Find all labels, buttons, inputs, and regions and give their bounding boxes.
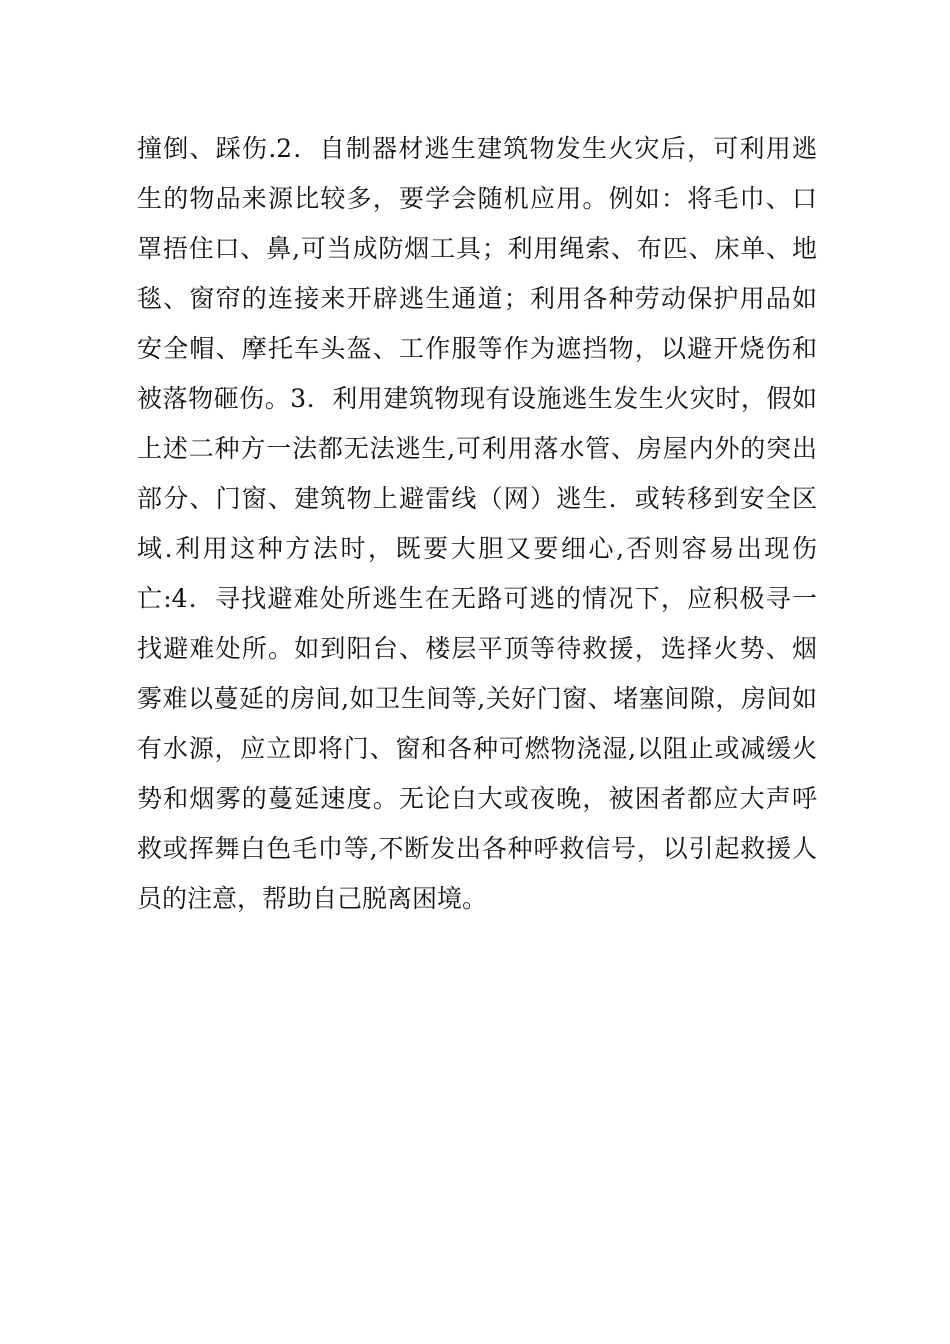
- text-line: 安全帽、摩托车头盔、工作服等作为遮挡物，以避开烧伤和: [137, 334, 817, 363]
- text-line: 撞倒、踩伤.2．自制器材逃生建筑物发生火灾后，可利用逃: [137, 134, 817, 163]
- text-line: 员的注意，帮助自己脱离困境。: [137, 884, 488, 913]
- text-line: 上述二种方一法都无法逃生,可利用落水管、房屋内外的突出: [137, 434, 817, 463]
- body-paragraph: [137, 124, 817, 924]
- text-line: 毯、窗帘的连接来开辟逃生通道；利用各种劳动保护用品如: [137, 284, 817, 313]
- text-line: 部分、门窗、建筑物上避雷线（网）逃生．或转移到安全区: [137, 484, 817, 513]
- text-line: 救或挥舞白色毛巾等,不断发出各种呼救信号，以引起救援人: [137, 834, 817, 863]
- text-line: 罩捂住口、鼻,可当成防烟工具；利用绳索、布匹、床单、地: [137, 234, 817, 263]
- text-line: 域.利用这种方法时，既要大胆又要细心,否则容易出现伤: [137, 534, 817, 563]
- text-line: 生的物品来源比较多，要学会随机应用。例如：将毛巾、口: [137, 184, 817, 213]
- text-line: 亡:4．寻找避难处所逃生在无路可逃的情况下，应积极寻一: [137, 584, 817, 613]
- text-line: 雾难以蔓延的房间,如卫生间等,关好门窗、堵塞间隙，房间如: [137, 684, 817, 713]
- text-line: 被落物砸伤。3．利用建筑物现有设施逃生发生火灾时，假如: [137, 384, 817, 413]
- text-line: 有水源，应立即将门、窗和各种可燃物浇湿,以阻止或减缓火: [137, 734, 817, 763]
- text-line: 找避难处所。如到阳台、楼层平顶等待救援，选择火势、烟: [137, 634, 817, 663]
- text-line: 势和烟雾的蔓延速度。无论白大或夜晚，被困者都应大声呼: [137, 784, 817, 813]
